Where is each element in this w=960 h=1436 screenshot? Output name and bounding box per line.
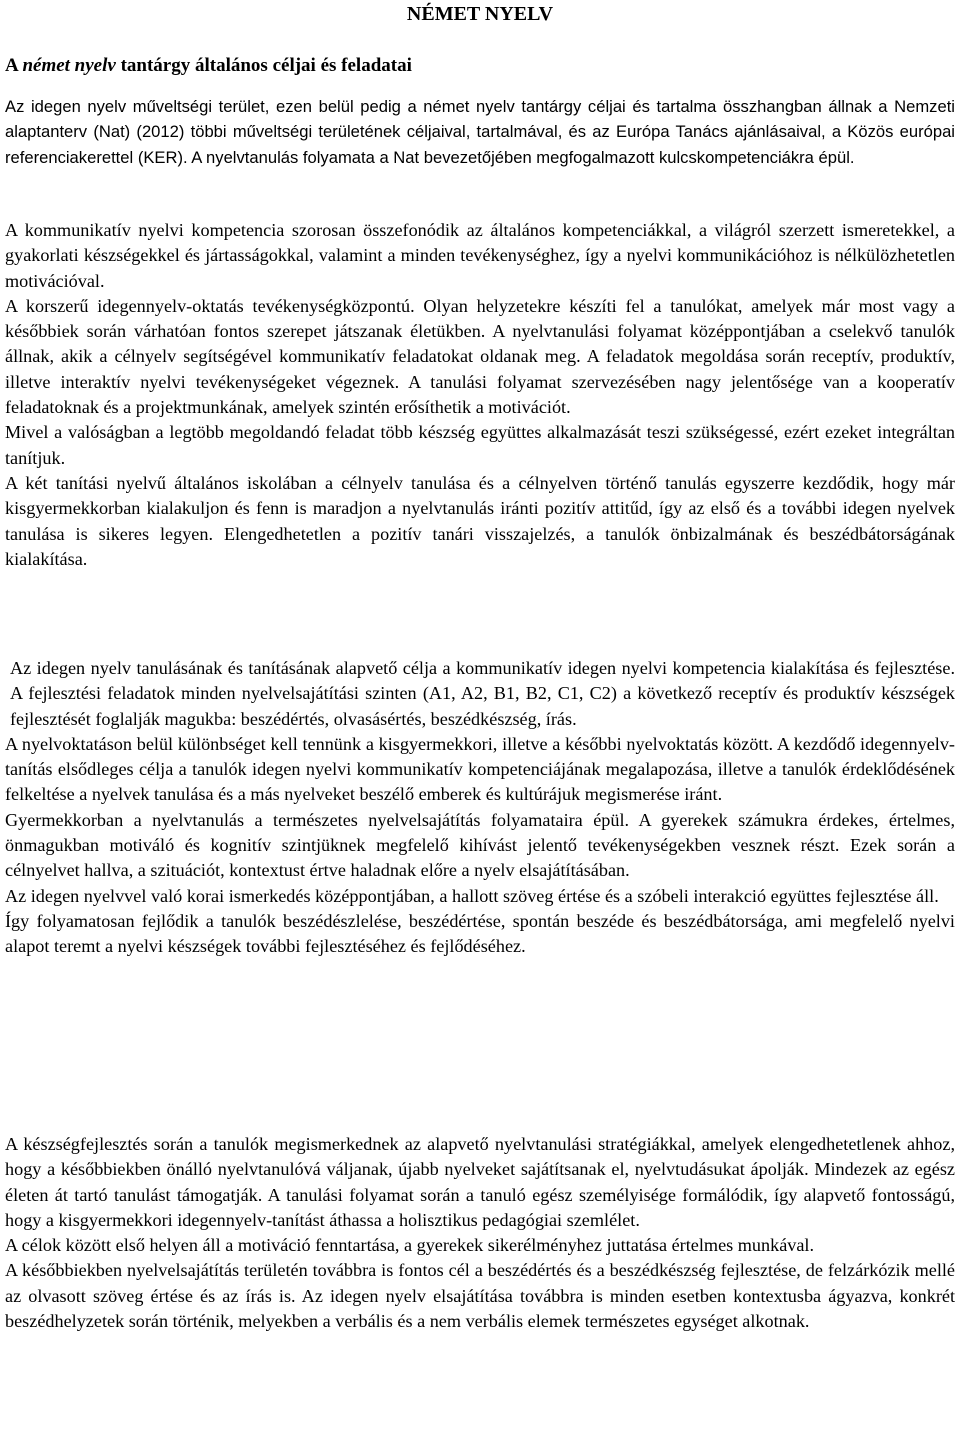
- paragraph-integrated-skills: Mivel a valóságban a legtöbb megoldandó feladat több készség együttes alkalmazását teszi szükségessé, ezért ezeket integráltan tanítjuk.: [5, 422, 955, 468]
- paragraph-communicative-competence: A kommunikatív nyelvi kompetencia szorosan összefonódik az általános kompetenciákkal, a világról szerzett ismeretekkel, a gyakorlati készségekkel és jártasságokkal, valamint a minden tevékenységhez, így a nyelvi kommunikációhoz is nélkülözhetetlen motivációval.: [5, 220, 955, 291]
- text-block-goals: [5, 656, 955, 960]
- text-block-strategies: [5, 1132, 955, 1334]
- paragraph-continuous-development: Így folyamatosan fejlődik a tanulók beszédészlelése, beszédértése, spontán beszéde és beszédbátorsága, ami megfelelő nyelvi alapot teremt a nyelvi készségek további fejlesztéséhez és fejlődéséhez.: [5, 910, 955, 957]
- paragraph-later-acquisition: A későbbiekben nyelvelsajátítás területén továbbra is fontos cél a beszédértés és a beszédkészség fejlesztése, de felzárkózik mellé az olvasott szöveg értése és az írás is. Az idegen nyelv elsajátítása továbbra is minden esetben kontextusba ágyazva, konkrét beszédhelyzetek során történik, melyekben a verbális és a nem verbális elemek természetes egységet alkotnak.: [5, 1260, 955, 1332]
- paragraph-motivation: A célok között első helyen áll a motiváció fenntartása, a gyerekek sikerélményhez juttatása értelmes munkával.: [5, 1235, 815, 1256]
- text-block-competence: [5, 218, 955, 572]
- section-heading-prefix: A: [5, 55, 23, 76]
- paragraph-learning-strategies: A készségfejlesztés során a tanulók megismerkednek az alapvető nyelvtanulási stratégiákkal, amelyek elengedhetetlenek ahhoz, hogy a későbbiekben önálló nyelvtanulóvá váljanak, újabb nyelveket sajátítsanak el, nyelvtudásukat ápolják. Mindezek az egész életen át tartó tanulást támogatják. A tanulási folyamat során a tanuló egész személyisége formálódik, így alapvető fontosságú, hogy a kisgyermekkori idegennyelv-tanítást áthassa a holisztikus pedagógiai szemlélet.: [5, 1134, 955, 1230]
- section-heading: [5, 54, 412, 78]
- paragraph-early-listening: Az idegen nyelvvel való korai ismerkedés középpontjában, a hallott szöveg értése és a szóbeli interakció együttes fejlesztése áll.: [5, 885, 939, 906]
- section-heading-subject: német nyelv: [22, 55, 116, 76]
- paragraph-bilingual-school: A két tanítási nyelvű általános iskolában a célnyelv tanulása és a célnyelven történő tanulás egyszerre kezdődik, hogy már kisgyermekkorban kialakuljon és fenn is maradjon a nyelvtanulás iránti pozitív attitűd, így az első és a további idegen nyelvek tanulása is sikeres legyen. Elengedhetetlen a pozitív tanári visszajelzés, a tanulók önbizalmának és beszédbátorságának kialakítása.: [5, 472, 955, 569]
- document-title: NÉMET NYELV: [406, 3, 554, 25]
- intro-paragraph: Az idegen nyelv műveltségi terület, ezen belül pedig a német nyelv tantárgy céljai és tartalma összhangban állnak a Nemzeti alaptanterv (Nat) (2012) többi műveltségi területének céljaival, tartalmával, és az Európa Tanács ajánlásaival, a Közös európai referenciakerettel (KER). A nyelvtanulás folyamata a Nat bevezetőjében megfogalmazott kulcskompetenciákra épül.: [5, 97, 955, 167]
- paragraph-basic-goal: Az idegen nyelv tanulásának és tanításának alapvető célja a kommunikatív idegen nyelvi kompetencia kialakítása és fejlesztése. A fejlesztési feladatok minden nyelvelsajátítási szinten (A1, A2, B1, B2, C1, C2) a következő receptív és produktív készségek fejlesztését foglalják magukba: beszédértés, olvasásértés, beszédkészség, írás.: [10, 658, 955, 729]
- paragraph-activity-centered: A korszerű idegennyelv-oktatás tevékenységközpontú. Olyan helyzetekre készíti fel a tanulókat, amelyek már most vagy a későbbiek során várhatóan fontos szerepet játszanak életükben. A nyelvtanulási folyamat középpontjában a cselekvő tanulók állnak, akik a célnyelv segítségével kommunikatív feladatokat oldanak meg. A feladatok megoldása során receptív, produktív, illetve interaktív nyelvi tevékenységeket végeznek. A tanulási folyamat szervezésében nagy jelentősége van a kooperatív feladatoknak és a projektmunkának, amelyek szintén erősíthetik a motivációt.: [5, 295, 955, 418]
- paragraph-childhood-acquisition: Gyermekkorban a nyelvtanulás a természetes nyelvelsajátítás folyamataira épül. A gyerekek számukra érdekes, értelmes, önmagukban motiváló és kognitív szintjüknek megfelelő kihívást jelentő tevékenységekben vesznek részt. Ezek során a célnyelvet hallva, a szituációt, kontextust értve haladnak előre a nyelv elsajátításában.: [5, 809, 955, 881]
- paragraph-early-vs-later: A nyelvoktatáson belül különbséget kell tennünk a kisgyermekkori, illetve a későbbi nyelvoktatás között. A kezdődő idegennyelv-tanítás elsődleges célja a tanulók idegen nyelvi kommunikatív kompetenciájának megalapozása, illetve a tanulók érdeklődésének felkeltése a nyelvek tanulása és a más nyelveket beszélő emberek és kultúrájuk megismerése iránt.: [5, 733, 955, 805]
- section-heading-suffix: tantárgy általános céljai és feladatai: [115, 55, 412, 76]
